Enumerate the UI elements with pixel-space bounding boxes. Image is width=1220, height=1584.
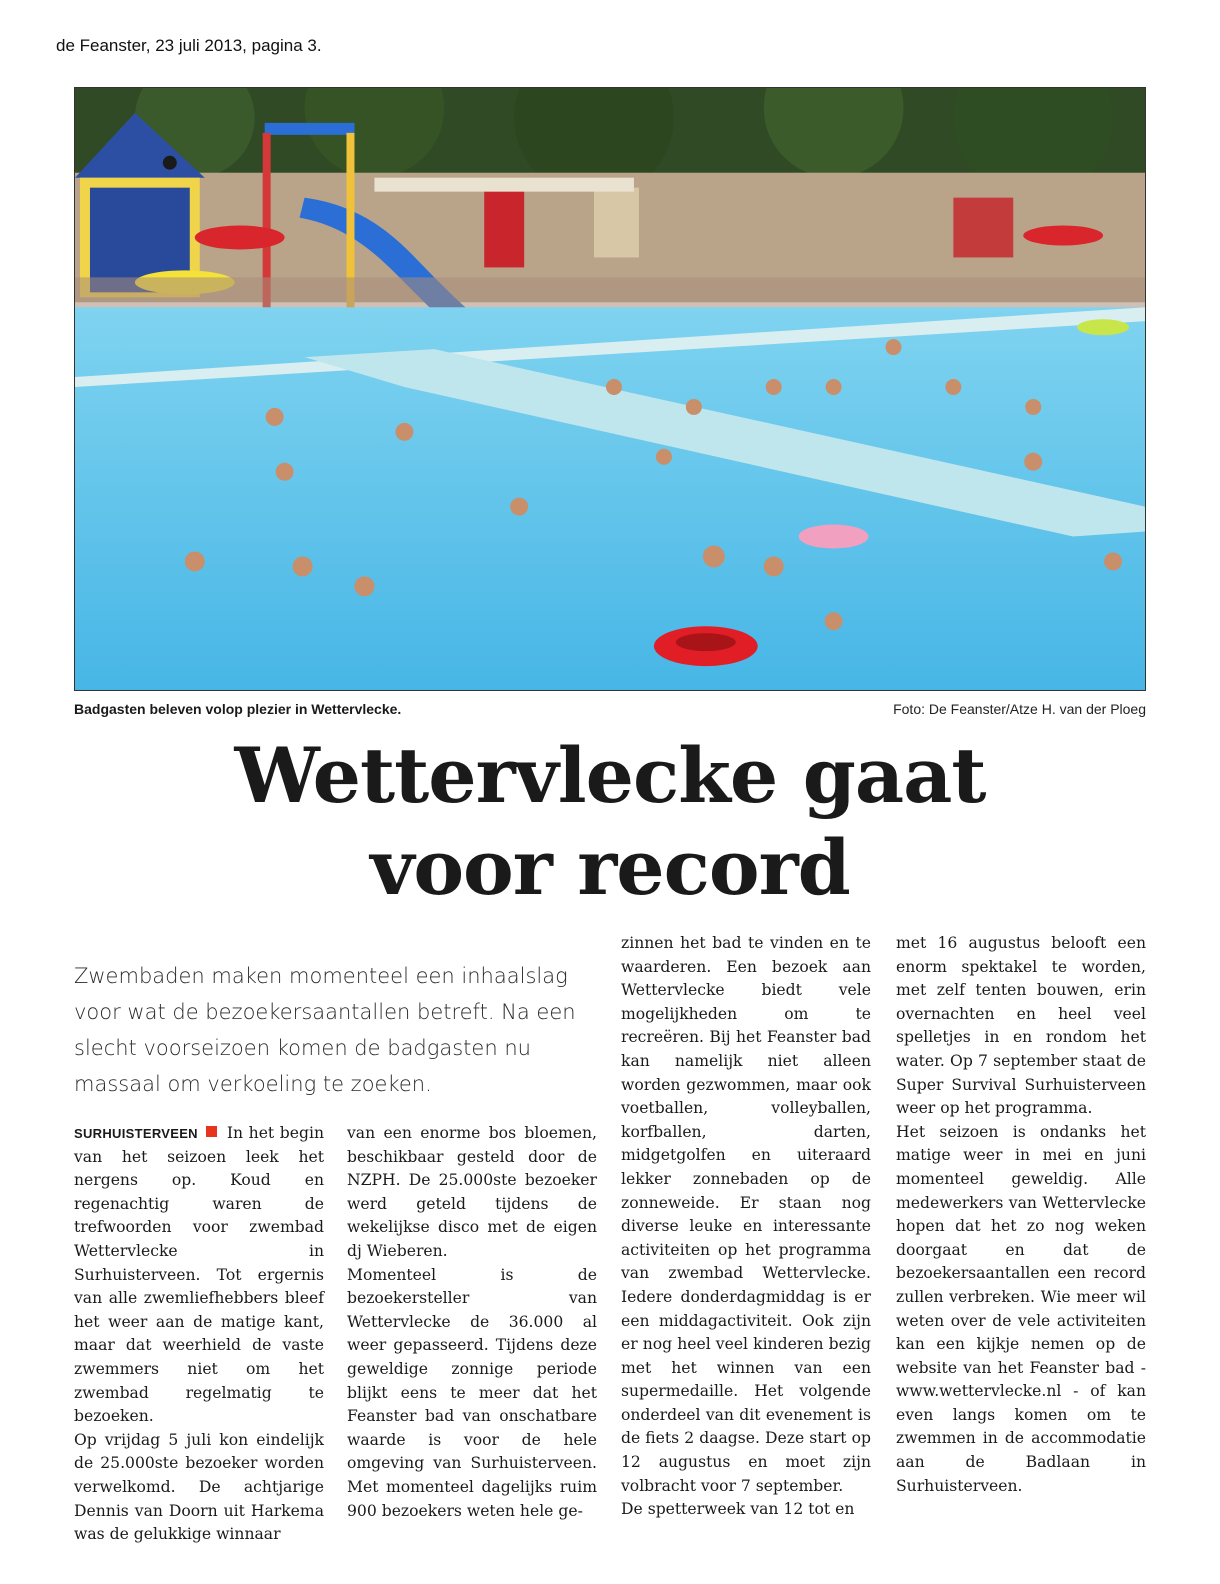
article-column-1 (74, 1122, 324, 1547)
article-column-3 (621, 932, 871, 1522)
article-paragraph: zinnen het bad te vinden en te waarderen. Een bezoek aan Wettervlecke biedt vele mogelijkheden om te recreëren. Bij het Feanster bad kan namelijk niet alleen worden gezwommen, maar ook voetballen, volleyballen, korfballen, darten, midgetgolfen en uiteraard lekker zonnebaden op de zonneweide. Er staan nog diverse leuke en interessante activiteiten op het programma van zwembad Wettervlecke. Iedere donderdagmiddag is er een middagactiviteit. Ook zijn er nog heel veel kinderen bezig met het winnen van een supermedaille. Het volgende onderdeel van dit evenement is de fiets 2 daagse. Deze start op 12 augustus en moet zijn volbracht voor 7 september. (621, 934, 871, 1495)
dateline: SURHUISTERVEEN (74, 1126, 198, 1141)
pool-photo-illustration (75, 88, 1145, 690)
paragraph-text: In het begin van het seizoen leek het nergens op. Koud en regenachtig waren de trefwoorden voor zwembad Wettervlecke in Surhuisterveen. Tot ergernis van alle zwemliefhebbers bleef het weer aan de matige kant, maar dat weerhield de vaste zwemmers niet om het zwembad regelmatig te bezoeken. (74, 1124, 324, 1426)
article-intro: Zwembaden maken momenteel een inhaalslag voor wat de bezoekersaantallen betreft. Na een slecht voorseizoen komen de badgasten nu massaal om verkoeling te zoeken. (74, 964, 576, 1096)
photo-caption: Badgasten beleven volop plezier in Wettervlecke. (74, 701, 402, 717)
article-paragraph: Op vrijdag 5 juli kon eindelijk de 25.000ste bezoeker worden verwelkomd. De achtjarige Dennis van Doorn uit Harkema was de gelukkige winnaar (74, 1430, 324, 1544)
page-source-line: de Feanster, 23 juli 2013, pagina 3. (56, 36, 322, 55)
article-column-4 (896, 932, 1146, 1498)
article-paragraph: Momenteel is de bezoekersteller van Wettervlecke de 36.000 al weer gepasseerd. Tijdens deze geweldige zonnige periode blijkt eens te meer dat het Feanster bad van onschatbare waarde is voor de hele omgeving van Surhuisterveen. Met momenteel dagelijks ruim 900 bezoekers weten hele ge- (347, 1265, 597, 1520)
article-paragraph: Het seizoen is ondanks het matige weer in mei en juni momenteel geweldig. Alle medewerkers van Wettervlecke hopen dat het zo nog weken doorgaat en dat de bezoekersaantallen een record zullen verbreken. Wie meer wil weten over de vele activiteiten kan een kijkje nemen op de website van het Feanster bad - www.wettervlecke.nl - of kan even langs komen om te zwemmen in de accommodatie aan de Badlaan in Surhuisterveen. (896, 1122, 1146, 1495)
red-square-icon (206, 1126, 217, 1137)
photo-credit: Foto: De Feanster/Atze H. van der Ploeg (893, 701, 1146, 717)
article-paragraph: met 16 augustus belooft een enorm spektakel te worden, met zelf tenten bouwen, erin overnachten en heel veel spelletjes in en rondom het water. Op 7 september staat de Super Survival Surhuisterveen weer op het programma. (896, 934, 1146, 1118)
pool-photo (74, 87, 1146, 691)
article-headline (0, 730, 1220, 914)
headline-line-2: voor record (370, 823, 850, 912)
headline-line-1: Wettervlecke gaat (234, 731, 986, 820)
article-paragraph: De spetterweek van 12 tot en (621, 1500, 855, 1519)
article-paragraph: van een enorme bos bloemen, beschikbaar gesteld door de NZPH. De 25.000ste bezoeker werd geteld tijdens de wekelijkse disco met de eigen dj Wieberen. (347, 1124, 597, 1260)
article-paragraph (74, 1122, 324, 1429)
article-column-2 (347, 1122, 597, 1523)
